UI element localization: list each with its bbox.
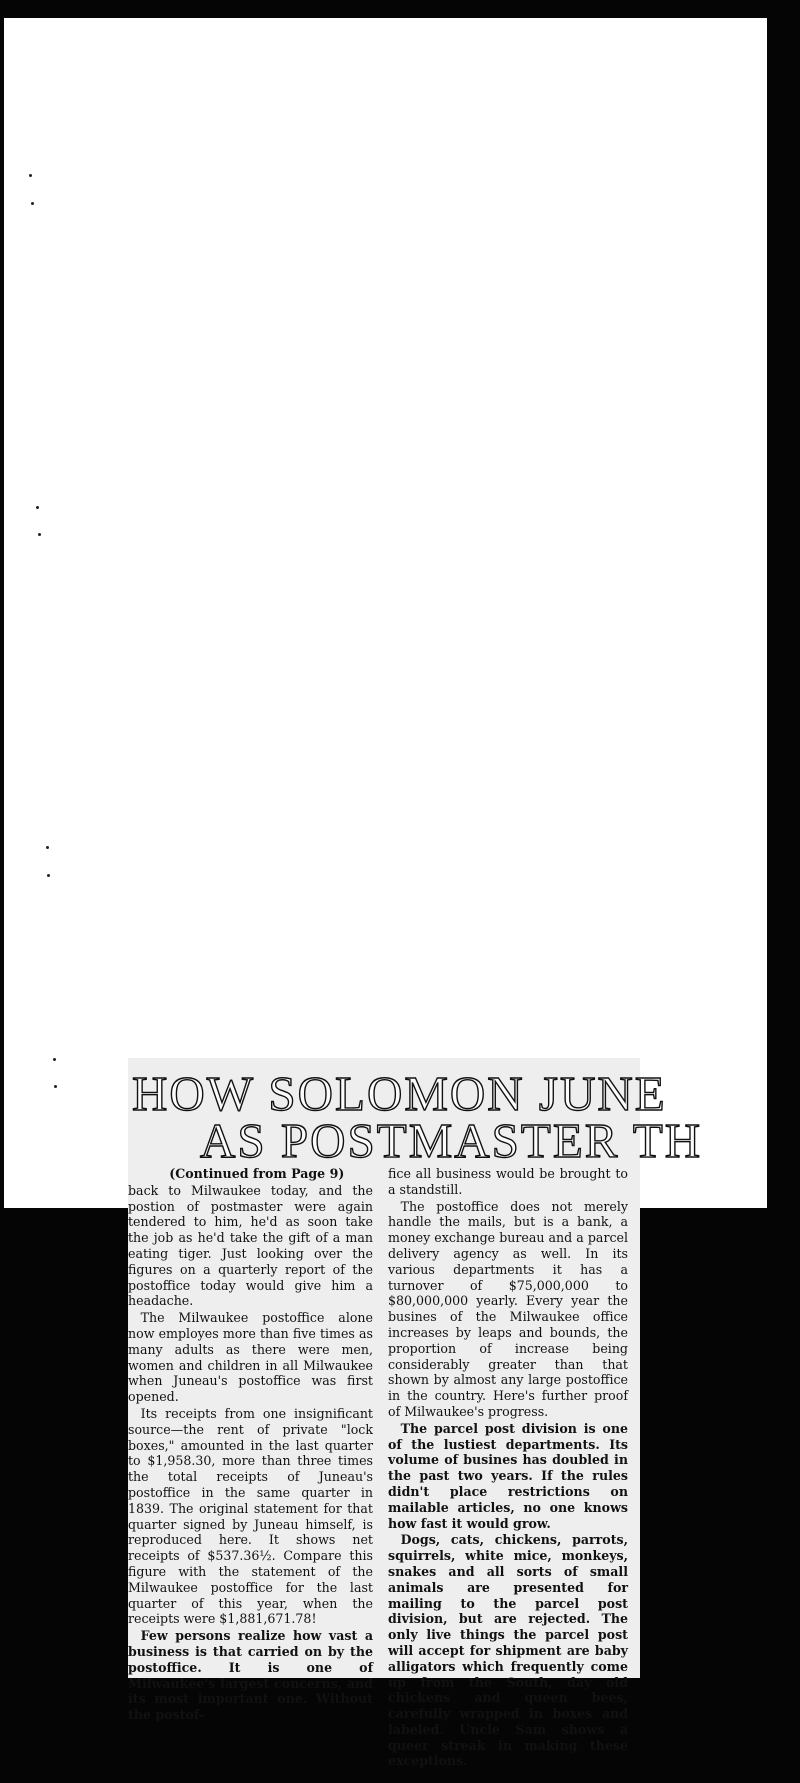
paragraph: The Milwaukee postoffice alone now employes more than five times as many adults as there were men, women and children in all Milwaukee when Juneau's postoffice was first opened. (128, 1310, 373, 1405)
paragraph: The parcel post division is one of the lustiest departments. Its volume of busines has doubled in the past two years. If the rules didn't place restrictions on mailable articles, no one knows how fast it would grow. (388, 1420, 628, 1531)
headline-line-2: AS POSTMASTER TH (200, 1113, 703, 1168)
dust-speck (47, 874, 50, 877)
paragraph: Its receipts from one insignificant source—the rent of private "lock boxes," amounted in the last quarter to $1,958.30, more than three times the total receipts of Juneau's postoffice in the same quarter in 1839. The original statement for that quarter signed by Juneau himself, is reproduced here. It shows net receipts of $537.36½. Compare this figure with the statement of the Milwaukee postoffice for the last quarter of this year, when the receipts were $1,881,671.78! (128, 1405, 373, 1627)
headline-line-1: HOW SOLOMON JUNE (132, 1066, 667, 1121)
dust-speck (29, 174, 32, 177)
article-column-left (128, 1166, 373, 1723)
paragraph: Few persons realize how vast a business is that carried on by the postoffice. It is one of Milwaukee's largest concerns, and its most important one. Without the postof- (128, 1628, 373, 1723)
paragraph: The postoffice does not merely handle the mails, but is a bank, a money exchange bureau and a parcel delivery agency as well. In its various departments it has a turnover of $75,000,000 to $80,000,000 yearly. Every year the busines of the Milwaukee office increases by leaps and bounds, the proportion of increase being considerably greater than that shown by almost any large postoffice in the country. Here's further proof of Milwaukee's progress. (388, 1198, 628, 1419)
article-column-right (388, 1166, 628, 1769)
paragraph: fice all business would be brought to a standstill. (388, 1166, 628, 1197)
paragraph: back to Milwaukee today, and the postion of postmaster were again tendered to him, he'd as soon take the job as he'd take the gift of a man eating tiger. Just looking over the figures on a quarterly report of the postoffice today would give him a headache. (128, 1182, 373, 1309)
scanned-page-background (4, 18, 767, 1208)
dust-speck (46, 846, 49, 849)
paragraph: Dogs, cats, chickens, parrots, squirrels, white mice, monkeys, snakes and all sorts of small animals are presented for mailing to the parcel post division, but are rejected. The only live things the parcel post will accept for shipment are baby alligators which frequently come up from the South, day old chickens and queen bees, carefully wrapped in boxes and labeled. Uncle Sam shows a queer streak in making these exceptions. (388, 1532, 628, 1769)
dust-speck (36, 506, 39, 509)
dust-speck (31, 202, 34, 205)
dust-speck (54, 1085, 57, 1088)
dust-speck (53, 1058, 56, 1061)
dust-speck (38, 533, 41, 536)
continued-note: (Continued from Page 9) (169, 1166, 345, 1181)
